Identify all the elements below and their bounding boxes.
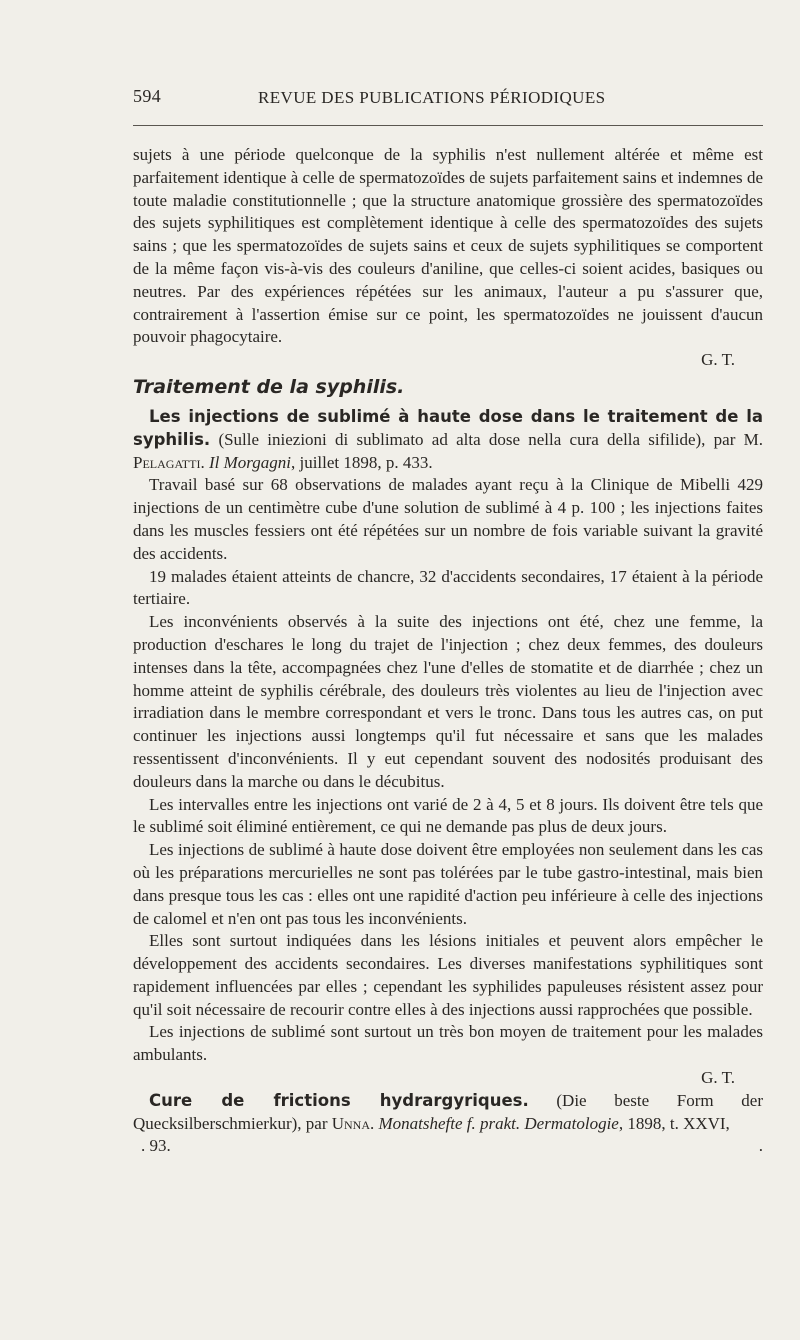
signature: G. T. xyxy=(701,1068,735,1088)
paragraph: Elles sont surtout indiquées dans les lésions initiales et peuvent alors empêcher le développement des accidents secondaires. Les diverses manifestations syphilitiques sont rapidement influencées par elles ; cependant les syphilides papuleuses résistent assez pour qu'il soit nécessaire de recourir contre elles à des injections aussi rapprochées que possible. xyxy=(133,931,763,1019)
paragraph: sujets à une période quelconque de la syphilis n'est nullement altérée et même est parfaitement identique à celle de spermatozoïdes de sujets parfaitement sains et indemnes de toute maladie constitutionnelle ; que la structure anatomique grossière des spermatozoïdes des sujets syphilitiques est complètement identique à celle des spermatozoïdes des sujets sains ; que les spermatozoïdes de sujets sains et ceux de sujets syphilitiques se comportent de la même façon vis-à-vis des couleurs d'aniline, que celles-ci soient acides, basiques ou neutres. Par des expériences répétées sur les animaux, l'auteur a pu s'assurer que, contrairement à l'assertion émise sur ce point, les spermatozoïdes ne jouissent d'aucun pouvoir phagocytaire. xyxy=(133,145,763,347)
page-header xyxy=(133,86,763,112)
paragraph: Les inconvénients observés à la suite des injections ont été, chez une femme, la production d'eschares le long du trajet de l'injection ; chez deux femmes, des douleurs intenses dans la tête, accompagnées chez l'une d'elles de stomatite et de diarrhée ; chez un homme atteint de syphilis cérébrale, des douleurs très violentes au lieu de l'injection avec irradiation dans le membre correspondant et vers le tronc. Dans tous les autres cas, on put continuer les injections aussi longtemps qu'il fut nécessaire et sans que les malades ressentissent d'inconvénients. Il y eut cependant souvent des nodosités produisant des douleurs dans la marche ou dans le décubitus. xyxy=(133,612,763,791)
section-heading: Traitement de la syphilis. xyxy=(133,375,405,398)
paragraph: Les injections de sublimé sont surtout un très bon moyen de traitement pour les malades ambulants. xyxy=(133,1022,763,1065)
article-entry xyxy=(133,1090,763,1136)
paragraph: 19 malades étaient atteints de chancre, 32 d'accidents secondaires, 17 étaient à la période tertiaire. xyxy=(133,566,763,609)
reference-continuation xyxy=(133,1135,763,1158)
article-entry xyxy=(133,406,763,474)
signature: G. T. xyxy=(701,350,735,370)
article-reference: (Die beste Form der Quecksilberschmierkur), par xyxy=(133,1090,763,1133)
page-number: 594 xyxy=(133,86,162,106)
article-author: Pelagatti xyxy=(133,452,201,472)
article-title: Cure de frictions hydrargyriques. xyxy=(149,1090,529,1110)
trailing-dot: . xyxy=(758,1136,763,1156)
article-reference-end: , 1898, t. XXVI, xyxy=(618,1113,730,1133)
paragraph: Travail basé sur 68 observations de malades ayant reçu à la Clinique de Mibelli 429 injections de un centimètre cube d'une solution de sublimé à 4 p. 100 ; les injections faites dans les muscles fessiers ont été répétées sur un nombre de fois variable suivant la gravité des accidents. xyxy=(133,475,763,563)
article-title: Les injections de sublimé à haute dose dans le traitement de la syphilis. xyxy=(133,406,763,449)
reference-page: . 93. xyxy=(141,1136,171,1156)
article-reference-end: , juillet 1898, p. 433. xyxy=(290,452,433,472)
article-reference-sep: . xyxy=(200,452,209,472)
paragraph: Les injections de sublimé à haute dose doivent être employées non seulement dans les cas où les préparations mercurielles ne sont pas tolérées par le tube gastro-intestinal, mais bien dans presque tous les cas : elles ont une rapidité d'action peu inférieure à celle des injections de calomel et n'en ont pas tous les inconvénients. xyxy=(133,840,763,928)
article-reference-sep: . xyxy=(370,1113,379,1133)
header-rule xyxy=(133,125,763,126)
paragraph: Les intervalles entre les injections ont varié de 2 à 4, 5 et 8 jours. Ils doivent être tels que le sublimé soit éliminé entièrement, ce qui ne demande pas plus de deux jours. xyxy=(133,794,763,837)
article-reference: (Sulle iniezioni di sublimato ad alta dose nella cura della sifilide), par M. xyxy=(210,429,763,449)
body-text xyxy=(133,144,763,1158)
article-journal: Monatshefte f. prakt. Dermatologie xyxy=(378,1113,619,1133)
running-head: REVUE DES PUBLICATIONS PÉRIODIQUES xyxy=(258,88,606,107)
article-author: Unna xyxy=(331,1113,371,1133)
article-journal: Il Morgagni xyxy=(208,452,291,472)
